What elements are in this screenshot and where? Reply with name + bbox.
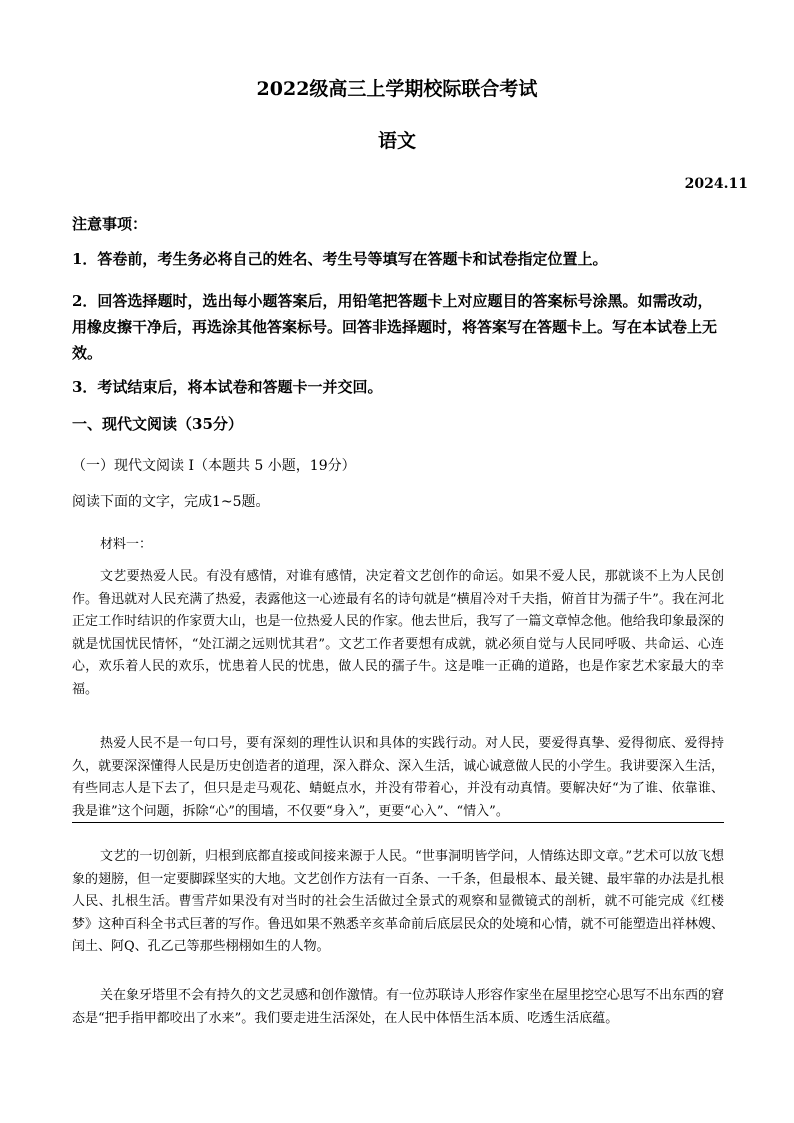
note-item-3: 3．考试结束后，将本试卷和答题卡一并交回。: [72, 378, 383, 396]
material-paragraph: 文艺要热爱人民。有没有感情，对谁有感情，决定着文艺创作的命运。如果不爱人民，那就谈不上为人民创作。鲁迅就对人民充满了热爱，表露他这一心迹最有名的诗句就是“横眉冷对千夫指，俯首甘为孺子牛”。我在河北正定工作时结识的作家贾大山，也是一位热爱人民的作家。他去世后，我写了一篇文章悼念他。他给我印象最深的就是忧国忧民情怀，“处江湖之远则忧其君”。文艺工作者要想有成就，就必须自觉与人民同呼吸、共命运、心连心，欢乐着人民的欢乐，忧患着人民的忧患，做人民的孺子牛。这是唯一正确的道路，也是作家艺术家最大的幸福。: [72, 569, 724, 697]
note-item-1: 1．答卷前，考生务必将自己的姓名、考生号等填写在答题卡和试卷指定位置上。: [72, 250, 608, 268]
section-subheading: （一）现代文阅读 I（本题共 5 小题，19分）: [72, 458, 356, 474]
subject-title: 语文: [377, 130, 416, 152]
exam-date: 2024.11: [684, 176, 748, 192]
material-label: 材料一：: [100, 537, 153, 552]
material-paragraph: 关在象牙塔里不会有持久的文艺灵感和创作激情。有一位苏联诗人形容作家坐在屋里挖空心思写不出东西的窘态是“把手指甲都咬出了水来”。我们要走进生活深处，在人民中体悟生活本质、吃透生活底蕴。: [72, 988, 725, 1026]
underline-rule: [72, 822, 724, 823]
reading-instruction: 阅读下面的文字，完成1~5题。: [72, 494, 270, 510]
material-paragraph: 文艺的一切创新，归根到底都直接或间接来源于人民。“世事洞明皆学问，人情练达即文章。”艺术可以放飞想象的翅膀，但一定要脚踩坚实的大地。文艺创作方法有一百条、一千条，但最根本、最关键、最牢靠的办法是扎根人民、扎根生活。曹雪芹如果没有对当时的社会生活做过全景式的观察和显微镜式的剖析，就不可能完成《红楼梦》这种百科全书式巨著的写作。鲁迅如果不熟悉辛亥革命前后底层民众的处境和心情，就不可能塑造出祥林嫂、闰土、阿Q、孔乙己等那些栩栩如生的人物。: [72, 849, 724, 955]
section-heading: 一、现代文阅读（35分）: [72, 415, 243, 433]
note-item-2: 2．回答选择题时，选出每小题答案后，用铅笔把答题卡上对应题目的答案标号涂黑。如需改动，用橡皮擦干净后，再选涂其他答案标号。回答非选择题时，将答案写在答题卡上。写在本试卷上无效。: [72, 292, 718, 362]
material-paragraph: 热爱人民不是一句口号，要有深刻的理性认识和具体的实践行动。对人民，要爱得真挚、爱得彻底、爱得持久，就要深深懂得人民是历史创造者的道理，深入群众、深入生活，诚心诚意做人民的小学生。我讲要深入生活，有些同志人是下去了，但只是走马观花、蜻蜓点水，并没有带着心，并没有动真情。要解决好“为了谁、依靠谁、我是谁”这个问题，拆除“心”的围墙，不仅要“身入”，更要“心入”、“情入”。: [72, 736, 724, 819]
exam-title: 2022级高三上学期校际联合考试: [256, 78, 538, 100]
notes-heading: 注意事项：: [72, 215, 148, 233]
